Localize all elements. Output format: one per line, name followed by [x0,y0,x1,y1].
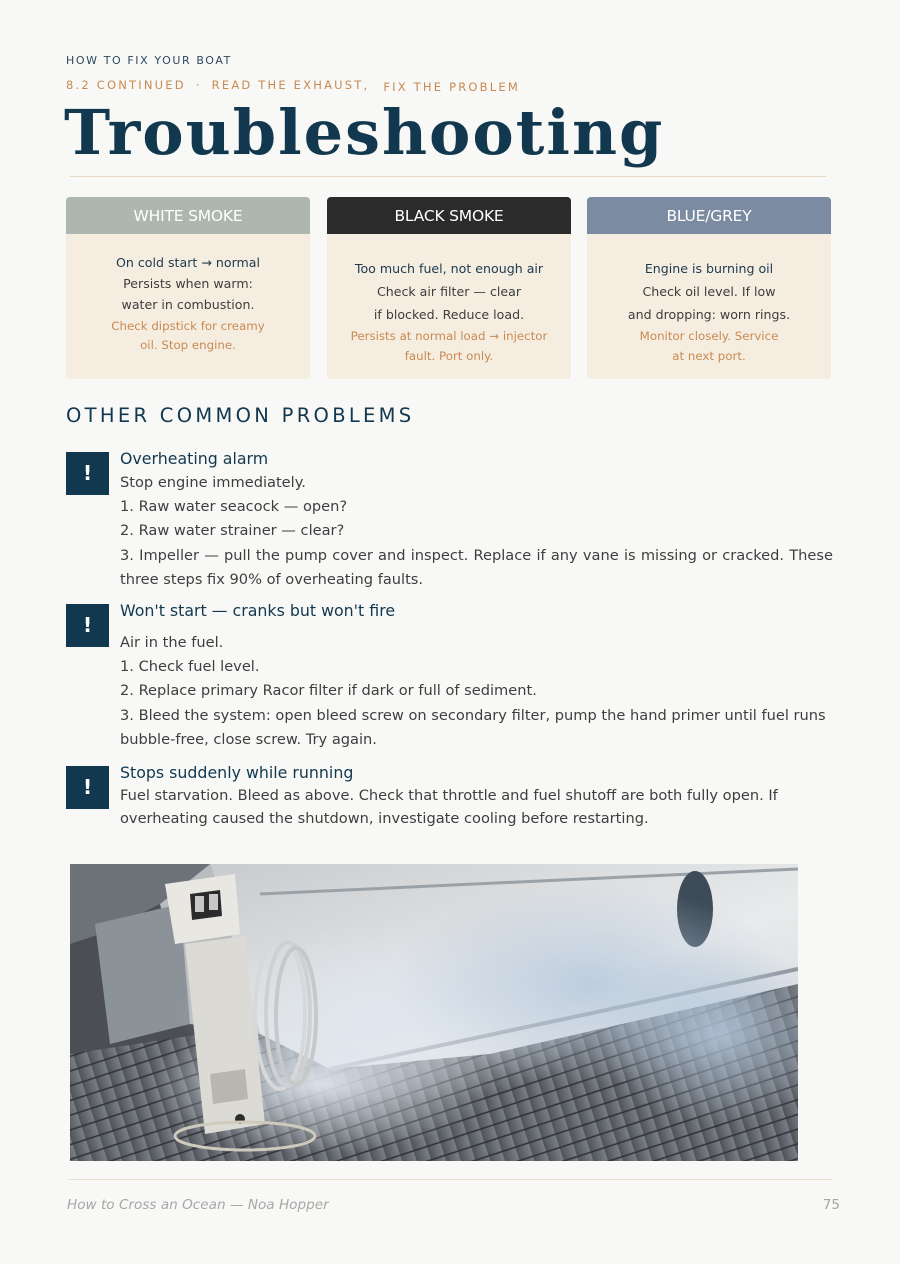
warning-badge-icon: ! [66,766,109,809]
smoke-card-desc-line: Persists when warm: [123,276,253,291]
subkicker-separator: · [195,78,202,92]
smoke-card-blue-grey [587,197,831,379]
page-title: Troubleshooting [64,96,665,169]
footer-book-title: How to Cross an Ocean — Noa Hopper [67,1197,329,1213]
problem-title: Overheating alarm [120,449,269,468]
problem-line: 1. Check fuel level. [120,658,260,676]
problem-item-stops-suddenly [66,762,833,830]
smoke-card-desc-line: Check air filter — clear [376,284,522,299]
smoke-card-desc-line: Check oil level. If low [642,284,776,299]
smoke-card-heading: WHITE SMOKE [66,197,310,234]
problem-line: 1. Raw water seacock — open? [120,498,348,516]
smoke-card-heading: BLACK SMOKE [327,197,571,234]
smoke-card-note-line: oil. Stop engine. [140,338,236,352]
smoke-card-main: Engine is burning oil [644,261,774,276]
warning-badge-icon: ! [66,452,109,495]
smoke-card-white [66,197,310,379]
smoke-card-note-line: at next port. [672,349,746,363]
smoke-card-note-line: Check dipstick for creamy [111,319,265,333]
chapter-subkicker [66,78,520,92]
smoke-card-note-line: Persists at normal load → injector [350,329,548,343]
problem-line: 3. Impeller — pull the pump cover and inspect. Replace if any vane is missing or cracked. These three steps fix 90% of overheating faults. [120,546,833,588]
smoke-card-black [327,197,571,379]
page-number: 75 [822,1197,840,1213]
smoke-card-desc-line: and dropping: worn rings. [627,307,791,322]
title-divider [70,176,826,177]
problem-line: 3. Bleed the system: open bleed screw on secondary filter, pump the hand primer until fuel runs bubble-free, close screw. Try again. [120,706,826,748]
problem-line: Fuel starvation. Bleed as above. Check that throttle and fuel shutoff are both fully open. If overheating caused the shutdown, investigate cooling before restarting. [120,787,778,827]
exhaust-smoke-photo [70,864,798,1161]
problem-title: Stops suddenly while running [120,763,354,782]
smoke-card-heading: BLUE/GREY [587,197,831,234]
problem-item-overheating [66,448,833,592]
smoke-card-note-line: Monitor closely. Service [639,329,779,343]
subkicker-part-1: 8.2 CONTINUED [66,78,186,92]
problem-line: Air in the fuel. [120,634,224,651]
smoke-card-desc-line: if blocked. Reduce load. [373,307,525,322]
warning-badge-icon: ! [66,604,109,647]
problem-line: 2. Raw water strainer — clear? [120,522,345,540]
smoke-card-main: On cold start → normal [115,255,261,270]
smoke-card-desc-line: water in combustion. [121,297,255,312]
smoke-card-note-line: fault. Port only. [404,349,494,363]
problem-line: Stop engine immediately. [120,474,306,491]
smoke-card-main: Too much fuel, not enough air [354,261,544,276]
footer-divider [68,1179,832,1180]
section-heading: OTHER COMMON PROBLEMS [66,404,415,427]
problem-title: Won't start — cranks but won't fire [120,601,396,620]
book-section-kicker: HOW TO FIX YOUR BOAT [66,54,232,67]
subkicker-part-3: FIX THE PROBLEM [383,80,520,94]
problem-line: 2. Replace primary Racor filter if dark or full of sediment. [120,682,537,700]
subkicker-part-2: READ THE EXHAUST, [211,78,370,92]
problem-item-wont-start [66,600,833,752]
